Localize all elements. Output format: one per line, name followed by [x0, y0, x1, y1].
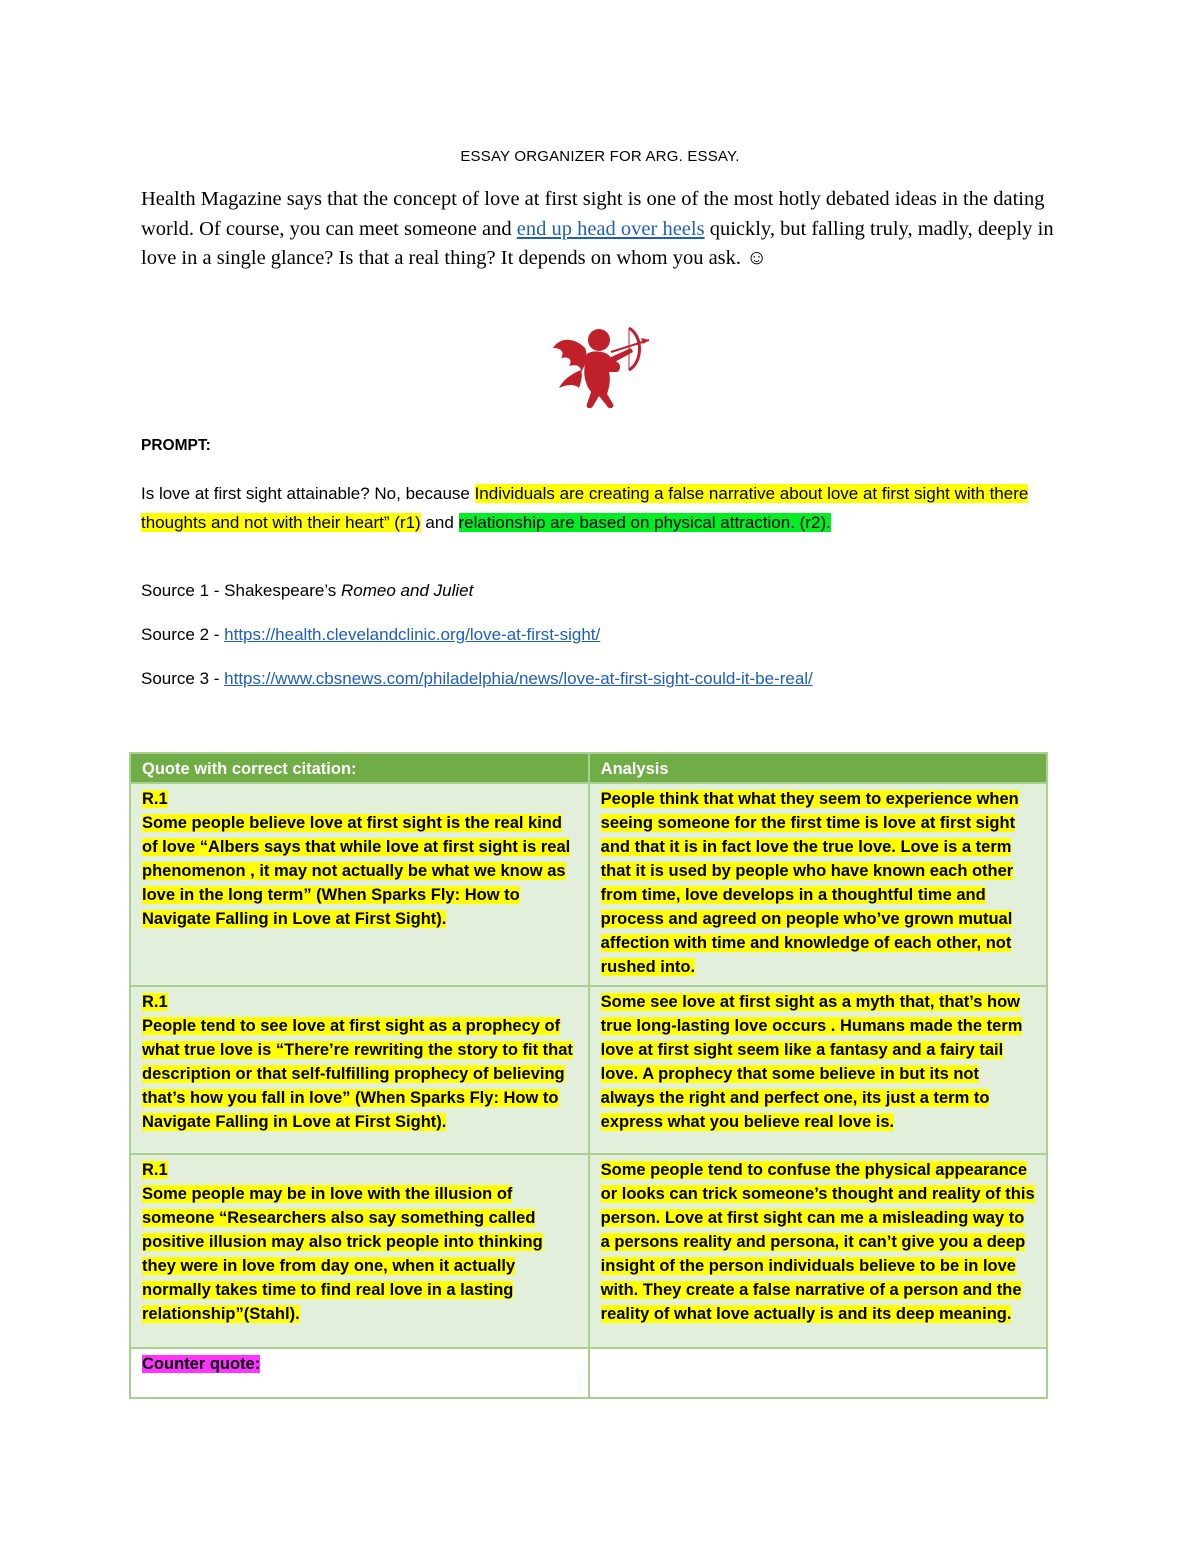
- cupid-icon: [551, 318, 651, 412]
- prompt-joiner: and: [420, 513, 459, 532]
- source-1-label: Source 1 - Shakespeare’s: [141, 581, 342, 600]
- source-1-title: Romeo and Juliet: [341, 581, 474, 600]
- quote-cell: [130, 1154, 589, 1348]
- analysis-cell: [589, 1154, 1047, 1348]
- quote-text: R.1 People tend to see love at first sight as a prophecy of what true love is “There’re rewriting the story to fit that description or that self-fulfilling prophecy of believing that’s how you fall in love” (When Sparks Fly: How to Navigate Falling in Love at First Sight).: [142, 993, 573, 1131]
- source-2-label: Source 2 -: [141, 625, 225, 644]
- source-2-link[interactable]: https://health.clevelandclinic.org/love-at-first-sight/: [224, 625, 601, 644]
- analysis-column-header: Analysis: [589, 753, 1047, 783]
- head-over-heels-link[interactable]: end up head over heels: [516, 217, 705, 240]
- counter-quote-row: [130, 1348, 1047, 1398]
- prompt-text: [141, 479, 1071, 537]
- prompt-lead: Is love at first sight attainable? No, because: [141, 484, 475, 503]
- quote-column-header: Quote with correct citation:: [130, 753, 589, 783]
- analysis-text: People think that what they seem to experience when seeing someone for the first time is love at first sight and that it is in fact love the true love. Love is a term that it is used by people who have known each other from time, love develops in a thoughtful time and process and agreed on people who’ve grown mutual affection with time and knowledge of each other, not rushed into.: [600, 790, 1019, 976]
- source-3-label: Source 3 -: [141, 669, 225, 688]
- quote-text: R.1 Some people may be in love with the illusion of someone “Researchers also say something called positive illusion may also trick people into thinking they were in love from day one, when it actually normally takes time to find real love in a lasting relationship”(Stahl).: [142, 1161, 543, 1323]
- smiley-icon: ☺: [746, 247, 768, 269]
- document-title: ESSAY ORGANIZER FOR ARG. ESSAY.: [460, 148, 740, 165]
- table-header-row: [130, 753, 1047, 783]
- table-row: [130, 783, 1047, 986]
- quote-cell: [130, 783, 589, 986]
- intro-text-before: Health Magazine says that the concept of love at first sight is one of the most hotly debated ideas in the dating world. Of course, you can meet someone and: [141, 188, 1045, 240]
- source-1: [141, 581, 473, 601]
- counter-analysis-cell: [589, 1348, 1047, 1398]
- source-3: [141, 669, 813, 689]
- counter-quote-label: Counter quote:: [142, 1355, 261, 1373]
- intro-text-after: quickly, but falling truly, madly, deeply in love in a single glance? Is that a real thing? It depends on whom you ask.: [141, 217, 1054, 269]
- analysis-cell: [589, 783, 1047, 986]
- intro-paragraph: [141, 185, 1066, 274]
- counter-quote-cell: [130, 1348, 589, 1398]
- quote-cell: [130, 986, 589, 1154]
- reason-two-highlight: relationship are based on physical attraction. (r2).: [458, 513, 831, 532]
- table-row: [130, 986, 1047, 1154]
- reason-one-highlight: Individuals are creating a false narrative about love at first sight with there thoughts and not with their heart” (r1): [141, 484, 1029, 532]
- analysis-cell: [589, 986, 1047, 1154]
- source-3-link[interactable]: https://www.cbsnews.com/philadelphia/news/love-at-first-sight-could-it-be-real/: [224, 669, 813, 688]
- analysis-text: Some see love at first sight as a myth that, that’s how true long-lasting love occurs . Humans made the term love at first sight seem like a fantasy and a fairy tail love. A prophecy that some believe in but its not always the right and perfect one, its just a term to express what you believe real love is.: [600, 993, 1023, 1131]
- table-row: [130, 1154, 1047, 1348]
- prompt-heading: PROMPT:: [141, 437, 211, 454]
- quote-text: R.1 Some people believe love at first sight is the real kind of love “Albers says that while love at first sight is real phenomenon , it may not actually be what we know as love in the long term” (When Sparks Fly: How to Navigate Falling in Love at First Sight).: [142, 790, 571, 928]
- source-2: [141, 625, 600, 645]
- organizer-table: [129, 752, 1048, 1399]
- analysis-text: Some people tend to confuse the physical appearance or looks can trick someone’s thought and reality of this person. Love at first sight can me a misleading way to a persons reality and persona, it can’t give you a deep insight of the person individuals believe to be in love with. They create a false narrative of a person and the reality of what love actually is and its deep meaning.: [600, 1161, 1035, 1323]
